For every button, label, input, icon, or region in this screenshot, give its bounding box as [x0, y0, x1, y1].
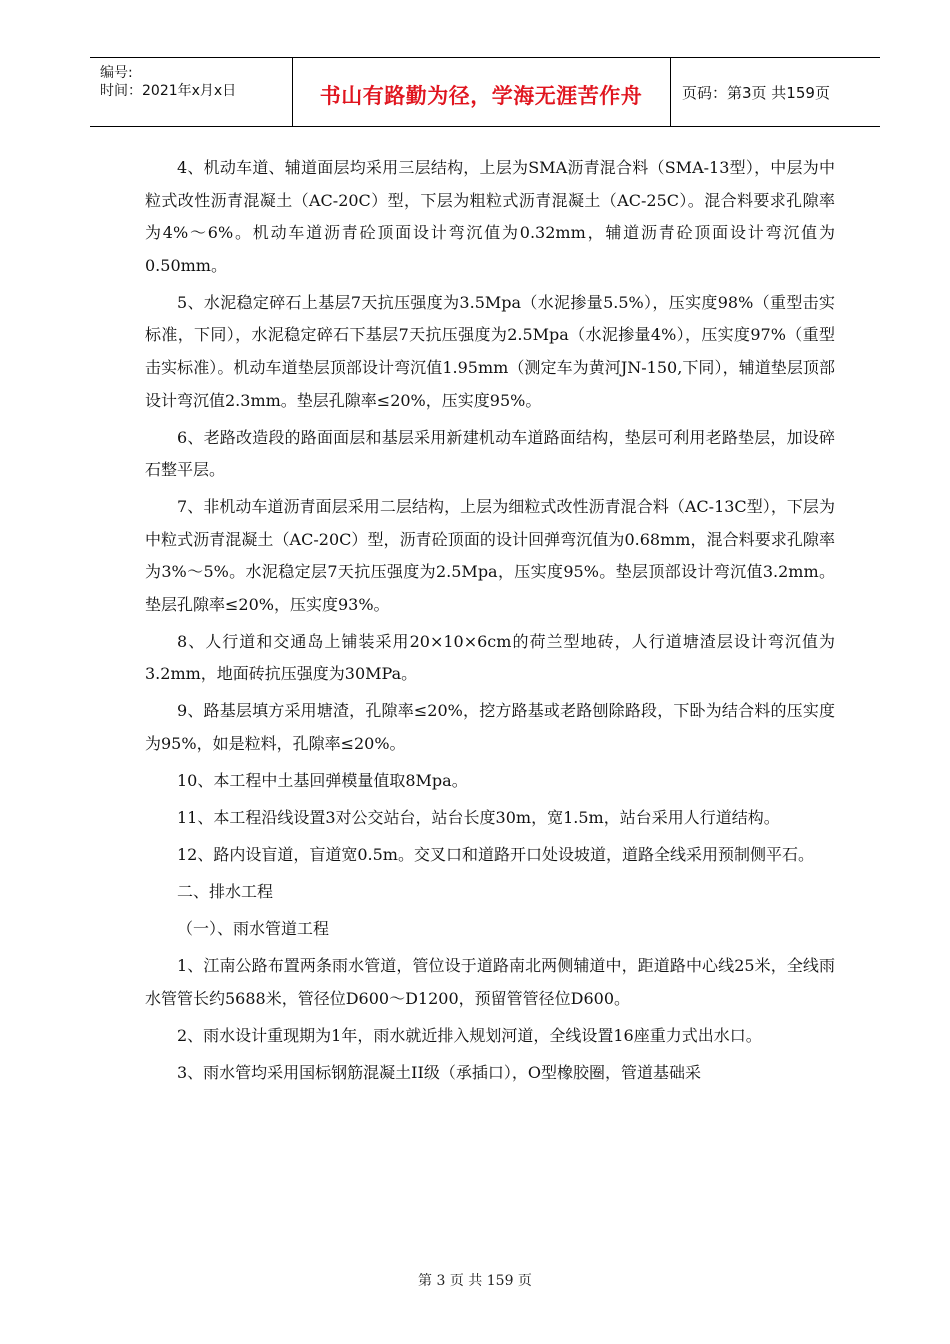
subsection-heading: （一）、雨水管道工程 — [177, 918, 330, 938]
header-motto-cell — [292, 58, 671, 126]
paragraph: 3、雨水管均采用国标钢筋混凝土II级（承插口），O型橡胶圈，管道基础采 — [177, 1062, 701, 1082]
number-label: 编号: — [100, 65, 133, 81]
section-heading: 二、排水工程 — [177, 881, 274, 901]
paragraph: 2、雨水设计重现期为1年，雨水就近排入规划河道，全线设置16座重力式出水口。 — [177, 1025, 762, 1045]
page-footer: 第 3 页 共 159 页 — [418, 1273, 532, 1289]
paragraph: 10、本工程中土基回弹模量值取8Mpa。 — [177, 771, 468, 791]
motto: 书山有路勤为径，学海无涯苦作舟 — [319, 84, 643, 108]
paragraph: 4、机动车道、辅道面层均采用三层结构，上层为SMA沥青混合料（SMA-13型），中层为中粒式改性沥青混凝土（AC-20C）型，下层为粗粒式沥青混凝土（AC-25C）。混合料要求孔隙率为4%～6%。机动车道沥青砼顶面设计弯沉值为0.32mm，辅道沥青砼顶面设计弯沉值为0.50mm。 — [145, 158, 835, 275]
page-header — [90, 57, 880, 127]
header-page-cell — [670, 58, 880, 126]
paragraph: 12、路内设盲道，盲道宽0.5m。交叉口和道路开口处设坡道，道路全线采用预制侧平石。 — [177, 845, 814, 864]
paragraph: 5、水泥稳定碎石上基层7天抗压强度为3.5Mpa（水泥掺量5.5%），压实度98%（重型击实标准，下同），水泥稳定碎石下基层7天抗压强度为2.5Mpa（水泥掺量4%），压实度97%（重型击实标准）。机动车道垫层顶部设计弯沉值1.95mm（测定车为黄河JN-150,下同），辅道垫层顶部设计弯沉值2.3mm。垫层孔隙率≤20%，压实度95%。 — [145, 292, 835, 410]
time-label: 时间：2021年x月x日 — [100, 83, 237, 99]
document-body — [145, 152, 835, 1094]
paragraph: 7、非机动车道沥青面层采用二层结构，上层为细粒式改性沥青混合料（AC-13C型），下层为中粒式沥青混凝土（AC-20C）型，沥青砼顶面的设计回弹弯沉值为0.68mm，混合料要求孔隙率为3%～5%。水泥稳定层7天抗压强度为2.5Mpa，压实度95%。垫层顶部设计弯沉值3.2mm。垫层孔隙率≤20%，压实度93%。 — [145, 497, 835, 614]
header-meta-cell — [90, 58, 293, 126]
paragraph: 9、路基层填方采用塘渣，孔隙率≤20%，挖方路基或老路刨除路段，下卧为结合料的压实度为95%，如是粒料，孔隙率≤20%。 — [145, 701, 835, 754]
paragraph: 6、老路改造段的路面面层和基层采用新建机动车道路面结构，垫层可利用老路垫层，加设碎石整平层。 — [145, 427, 835, 480]
page-info: 页码：第3页 共159页 — [682, 84, 830, 102]
paragraph: 8、人行道和交通岛上铺装采用20×10×6cm的荷兰型地砖，人行道塘渣层设计弯沉值为3.2mm，地面砖抗压强度为30MPa。 — [145, 631, 835, 684]
paragraph: 1、江南公路布置两条雨水管道，管位设于道路南北两侧辅道中，距道路中心线25米，全线雨水管管长约5688米，管径位D600～D1200，预留管管径位D600。 — [145, 955, 835, 1008]
paragraph: 11、本工程沿线设置3对公交站台，站台长度30m，宽1.5m，站台采用人行道结构。 — [177, 808, 780, 828]
